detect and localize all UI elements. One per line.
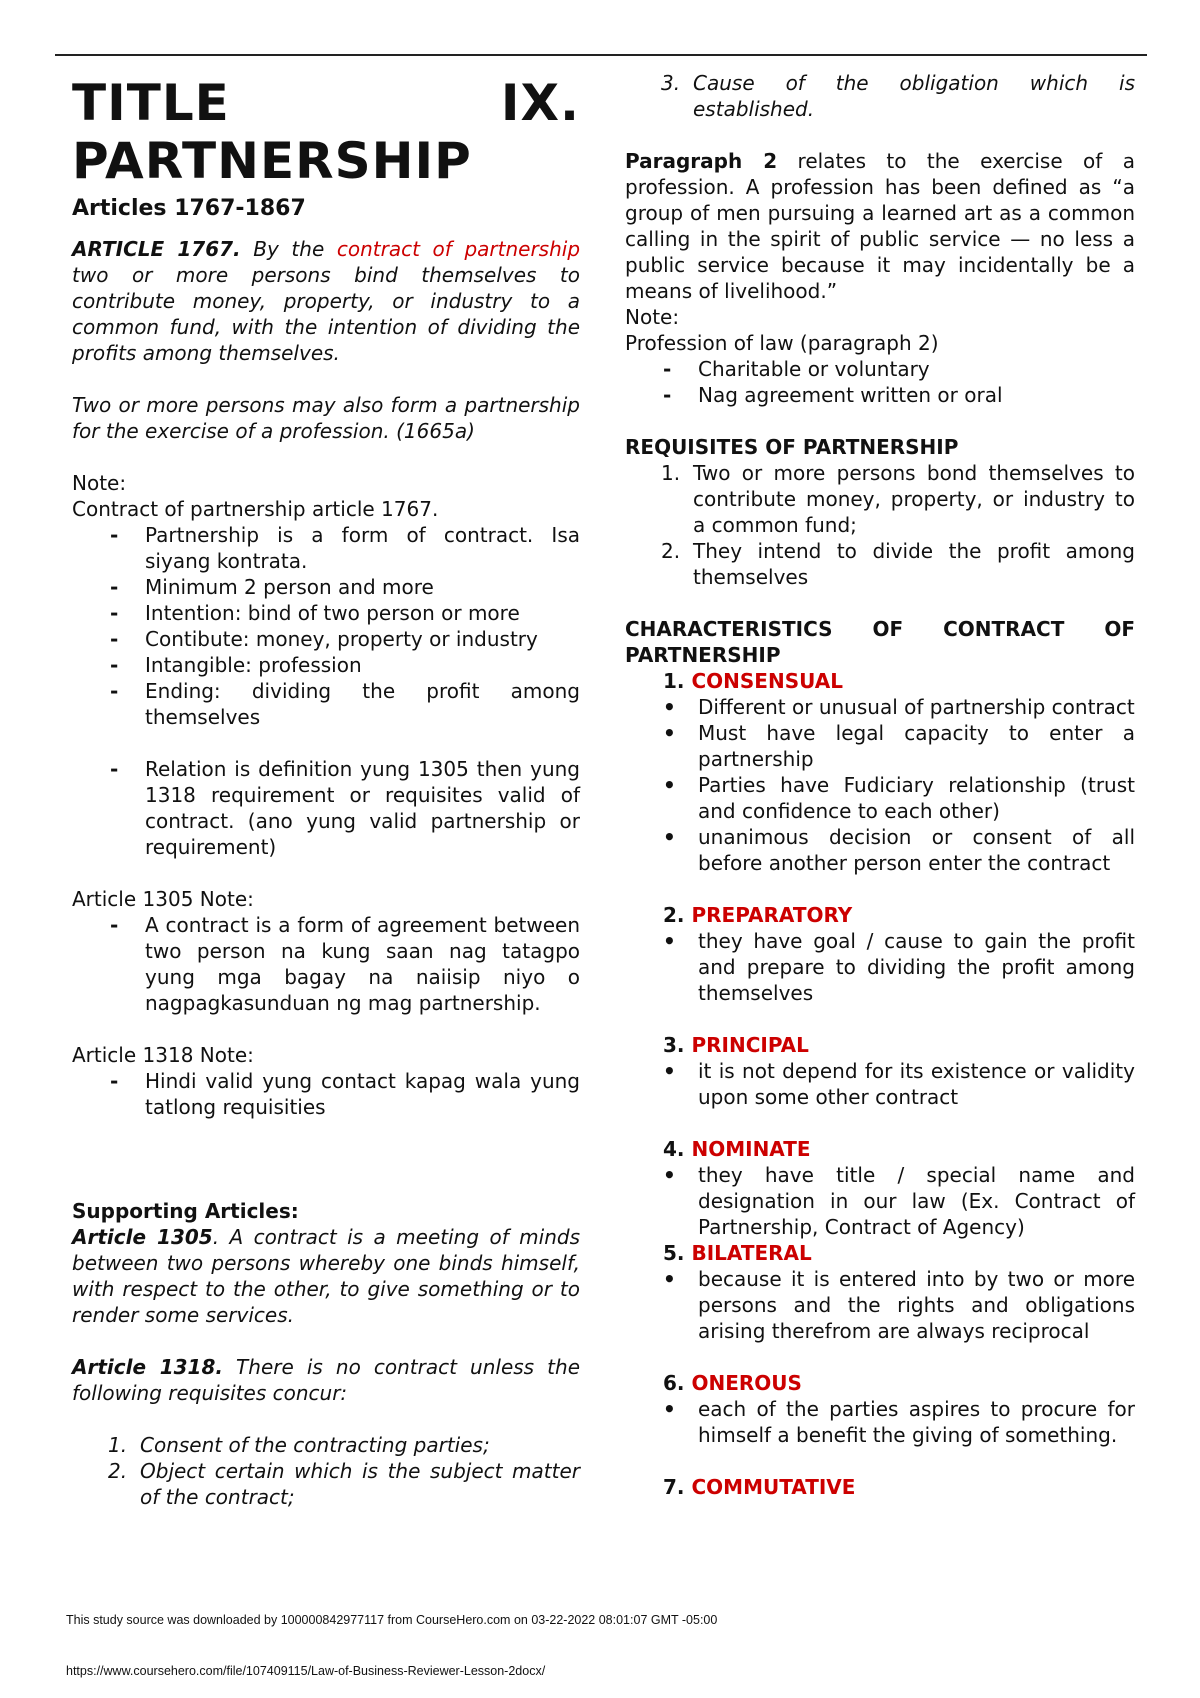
- characteristic-name: PRINCIPAL: [691, 1033, 809, 1057]
- list-item: • Must have legal capacity to enter a partnership: [663, 721, 1135, 771]
- list-item: 3. Cause of the obligation which is established.: [661, 71, 1135, 121]
- list-item: - Charitable or voluntary: [663, 357, 930, 381]
- list-item: • each of the parties aspires to procure for himself a benefit the giving of something.: [663, 1397, 1135, 1447]
- characteristic-name: COMMUTATIVE: [691, 1475, 856, 1499]
- note-subtitle: Contract of partnership article 1767.: [72, 497, 439, 521]
- article-1767-text-pre: By the: [240, 237, 337, 261]
- list-item: - Nag agreement written or oral: [663, 383, 1003, 407]
- note-subtitle: Profession of law (paragraph 2): [625, 331, 939, 355]
- list-item: • they have title / special name and designation in our law (Ex. Contract of Partnership, Contract of Agency): [663, 1163, 1135, 1239]
- list-item: • because it is entered into by two or more persons and the rights and obligations arising therefrom are always reciprocal: [663, 1267, 1135, 1343]
- note-list: [72, 522, 580, 730]
- note-label: Note:: [72, 471, 127, 495]
- source-url[interactable]: https://www.coursehero.com/file/107409115/Law-of-Business-Reviewer-Lesson-2docx/: [66, 1664, 546, 1678]
- bullet-icon: •: [663, 695, 676, 719]
- paragraph-2-text: relates to the exercise of a profession. A profession has been defined as “a group of men pursuing a learned art as a common calling in the spirit of public service — no less a public service because it may incidentally be a means of livelihood.”: [625, 149, 1135, 303]
- characteristic-number: 6.: [663, 1371, 685, 1395]
- characteristic-number: 4.: [663, 1137, 685, 1161]
- note-list-extra: [72, 756, 580, 860]
- characteristic-heading: [625, 668, 1135, 694]
- bullet-icon: •: [663, 929, 676, 953]
- characteristic-bullets: [625, 1266, 1135, 1344]
- characteristics-list: [625, 668, 1135, 1500]
- characteristic-heading: [625, 1032, 1135, 1058]
- list-item: - A contract is a form of agreement between two person na kung saan nag tatagpo yung mga bagay na naiisip niyo o nagpagkasunduan ng mag partnership.: [110, 913, 580, 1015]
- paragraph-2-label: Paragraph 2: [625, 149, 778, 173]
- article-1305-note-label: Article 1305 Note:: [72, 887, 254, 911]
- requisites-list: [72, 1432, 580, 1510]
- bullet-icon: •: [663, 721, 676, 745]
- article-1767-text-post: two or more persons bind themselves to contribute money, property, or industry to a common fund, with the intention of dividing the profits among themselves.: [72, 263, 580, 365]
- left-column: [72, 70, 580, 1510]
- characteristics-heading: CHARACTERISTICS OF CONTRACT OF PARTNERSHIP: [625, 617, 1135, 667]
- note-label: Note:: [625, 305, 680, 329]
- article-1305-note-list: [72, 912, 580, 1016]
- characteristic-name: ONEROUS: [691, 1371, 802, 1395]
- characteristic-number: 2.: [663, 903, 685, 927]
- characteristic-name: CONSENSUAL: [691, 669, 843, 693]
- supporting-article-1318-label: Article 1318.: [72, 1355, 223, 1379]
- list-item: - Partnership is a form of contract. Isa siyang kontrata.: [110, 523, 580, 573]
- characteristic-bullets: [625, 694, 1135, 876]
- right-column: [625, 70, 1135, 1500]
- top-rule: [55, 54, 1147, 56]
- characteristic-heading: [625, 902, 1135, 928]
- list-item: • Parties have Fudiciary relationship (trust and confidence to each other): [663, 773, 1135, 823]
- characteristic-number: 7.: [663, 1475, 685, 1499]
- list-item: 1. Two or more persons bond themselves to contribute money, property, or industry to a common fund;: [661, 461, 1135, 537]
- requisites-of-partnership-list: [625, 460, 1135, 590]
- page-title: [72, 74, 580, 132]
- title-word-1: TITLE: [72, 74, 230, 132]
- bullet-icon: •: [663, 1059, 676, 1083]
- list-item: - Contibute: money, property or industry: [110, 627, 538, 651]
- supporting-article-1318-text: There is no contract unless the following requisites concur:: [72, 1355, 580, 1405]
- list-item: • Different or unusual of partnership contract: [663, 695, 1135, 719]
- article-1767-paragraph: [72, 236, 580, 366]
- supporting-article-1305: [72, 1224, 580, 1328]
- characteristic-heading: [625, 1370, 1135, 1396]
- characteristic-heading: [625, 1136, 1135, 1162]
- list-item: - Intangible: profession: [110, 653, 362, 677]
- characteristic-bullets: [625, 1396, 1135, 1448]
- list-item: - Intention: bind of two person or more: [110, 601, 520, 625]
- requisites-heading: REQUISITES OF PARTNERSHIP: [625, 435, 959, 459]
- list-item: - Ending: dividing the profit among themselves: [110, 679, 580, 729]
- bullet-icon: •: [663, 825, 676, 849]
- characteristic-bullets: [625, 1058, 1135, 1110]
- supporting-article-1318: [72, 1354, 580, 1406]
- bullet-icon: •: [663, 773, 676, 797]
- article-1767-paragraph-2: Two or more persons may also form a partnership for the exercise of a profession. (1665a): [72, 393, 580, 443]
- characteristic-number: 3.: [663, 1033, 685, 1057]
- list-item: 2. Object certain which is the subject matter of the contract;: [108, 1459, 580, 1509]
- list-item: 1. Consent of the contracting parties;: [108, 1433, 490, 1457]
- list-item: - Minimum 2 person and more: [110, 575, 434, 599]
- supporting-articles-heading: Supporting Articles:: [72, 1199, 299, 1223]
- characteristic-number: 1.: [663, 669, 685, 693]
- page-title-line-2: PARTNERSHIP: [72, 132, 472, 190]
- characteristic-bullets: [625, 928, 1135, 1006]
- characteristic-bullets: [625, 1162, 1135, 1240]
- paragraph-2-explanation: [625, 148, 1135, 304]
- characteristic-heading: [625, 1474, 1135, 1500]
- supporting-article-1305-text: . A contract is a meeting of minds between two persons whereby one binds himself, with respect to the other, to give something or to render some services.: [72, 1225, 580, 1327]
- list-item: - Relation is definition yung 1305 then yung 1318 requirement or requisites valid of contract. (ano yung valid partnership or requirement): [110, 757, 580, 859]
- download-source-notice: This study source was downloaded by 100000842977117 from CourseHero.com on 03-22-2022 08:01:07 GMT -05:00: [66, 1613, 718, 1627]
- list-item: - Hindi valid yung contact kapag wala yung tatlong requisities: [110, 1069, 580, 1119]
- profession-note-list: [625, 356, 1135, 408]
- title-word-2: IX.: [500, 74, 580, 132]
- characteristic-name: BILATERAL: [691, 1241, 812, 1265]
- characteristic-number: 5.: [663, 1241, 685, 1265]
- bullet-icon: •: [663, 1267, 676, 1291]
- article-1767-label: ARTICLE 1767.: [72, 237, 241, 261]
- characteristic-name: PREPARATORY: [691, 903, 853, 927]
- supporting-article-1305-label: Article 1305: [72, 1225, 213, 1249]
- article-1318-note-list: [72, 1068, 580, 1120]
- list-item: 2. They intend to divide the profit among themselves: [661, 539, 1135, 589]
- contract-of-partnership-term: contract of partnership: [336, 237, 581, 261]
- article-1318-note-label: Article 1318 Note:: [72, 1043, 254, 1067]
- requisites-list-continued: [625, 70, 1135, 122]
- list-item: • unanimous decision or consent of all before another person enter the contract: [663, 825, 1135, 875]
- list-item: • they have goal / cause to gain the profit and prepare to dividing the profit among themselves: [663, 929, 1135, 1005]
- characteristic-heading: [625, 1240, 1135, 1266]
- list-item: • it is not depend for its existence or validity upon some other contract: [663, 1059, 1135, 1109]
- bullet-icon: •: [663, 1163, 676, 1187]
- page-subtitle: Articles 1767-1867: [72, 196, 306, 221]
- bullet-icon: •: [663, 1397, 676, 1421]
- characteristic-name: NOMINATE: [691, 1137, 811, 1161]
